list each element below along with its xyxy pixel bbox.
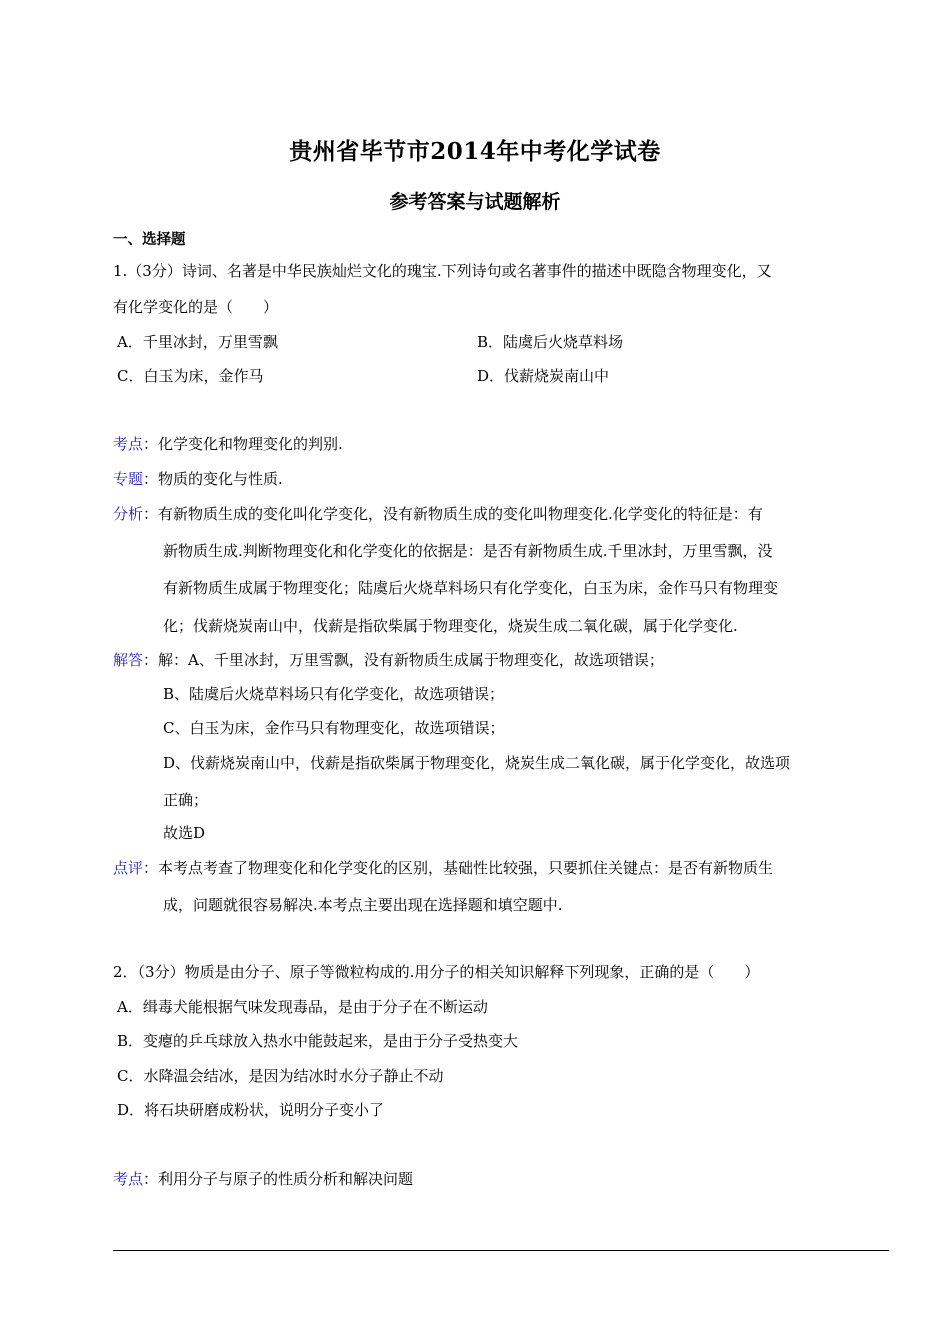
fenxi-text-1: ：有新物质生成的变化叫化学变化，没有新物质生成的变化叫物理变化.化学变化的特征是：有 [143, 505, 763, 523]
q1-jieda-line5: 正确； [163, 791, 209, 809]
q2-option-d: D．将石块研磨成粉状，说明分子变小了 [117, 1101, 385, 1119]
q1-dianping-line2: 成，问题就很容易解决.本考点主要出现在选择题和填空题中. [163, 896, 563, 914]
dianping-label: 点评 [113, 859, 144, 877]
q1-dianping-line1 [113, 858, 773, 878]
q1-option-a: A．千里冰封，万里雪飘 [117, 333, 278, 351]
q2-kaodian-text: ：利用分子与原子的性质分析和解决问题 [143, 1170, 414, 1188]
q1-stem-line1: 1.（3分）诗词、名著是中华民族灿烂文化的瑰宝.下列诗句或名著事件的描述中既隐含物理变化，又 [113, 262, 772, 280]
q1-stem-line2: 有化学变化的是（ ） [113, 298, 279, 316]
fenxi-label: 分析 [113, 505, 144, 523]
q1-jieda-line1 [113, 650, 664, 670]
kaodian-text: ：化学变化和物理变化的判别. [143, 435, 343, 453]
zhuanti-label: 专题 [113, 470, 144, 488]
q1-zhuanti [113, 469, 283, 489]
q1-fenxi-line4: 化；伐薪烧炭南山中，伐薪是指砍柴属于物理变化，烧炭生成二氧化碳，属于化学变化. [163, 617, 738, 635]
q2-option-a: A．缉毒犬能根据气味发现毒品，是由于分子在不断运动 [117, 998, 488, 1016]
q1-kaodian [113, 434, 343, 454]
zhuanti-text: ：物质的变化与性质. [143, 470, 283, 488]
q2-option-b: B．变瘪的乒乓球放入热水中能鼓起来，是由于分子受热变大 [117, 1032, 519, 1050]
q1-option-c: C．白玉为床，金作马 [117, 367, 264, 385]
page-title: 贵州省毕节市2014年中考化学试卷 [289, 138, 661, 165]
q2-option-c: C．水降温会结冰，是因为结冰时水分子静止不动 [117, 1067, 444, 1085]
jieda-text-1: ：解：A、千里冰封，万里雪飘，没有新物质生成属于物理变化，故选项错误； [143, 651, 664, 669]
kaodian-label: 考点 [113, 435, 144, 453]
q1-fenxi-line2: 新物质生成.判断物理变化和化学变化的依据是：是否有新物质生成.千里冰封，万里雪飘，没 [163, 542, 773, 560]
q1-option-b: B．陆虞后火烧草料场 [477, 333, 624, 351]
section-heading: 一、选择题 [113, 231, 186, 248]
q1-jieda-line3: C、白玉为床，金作马只有物理变化，故选项错误； [163, 719, 505, 737]
q2-kaodian [113, 1169, 413, 1189]
q1-jieda-line6: 故选D [163, 824, 206, 842]
q2-stem: 2．（3分）物质是由分子、原子等微粒构成的.用分子的相关知识解释下列现象，正确的是（ ） [113, 963, 760, 981]
q1-fenxi-line3: 有新物质生成属于物理变化；陆虞后火烧草料场只有化学变化，白玉为床，金作马只有物理变 [163, 579, 779, 597]
dianping-text-1: ：本考点考查了物理变化和化学变化的区别，基础性比较强，只要抓住关键点：是否有新物质生 [143, 859, 774, 877]
q1-jieda-line4: D、伐薪烧炭南山中，伐薪是指砍柴属于物理变化，烧炭生成二氧化碳，属于化学变化，故选项 [163, 754, 791, 772]
jieda-label: 解答 [113, 651, 144, 669]
page-subtitle: 参考答案与试题解析 [389, 191, 561, 213]
q1-jieda-line2: B、陆虞后火烧草料场只有化学变化，故选项错误； [163, 685, 505, 703]
footer-rule [113, 1250, 889, 1251]
q1-option-d: D．伐薪烧炭南山中 [477, 367, 610, 385]
q1-fenxi-line1 [113, 504, 763, 524]
q2-kaodian-label: 考点 [113, 1170, 144, 1188]
